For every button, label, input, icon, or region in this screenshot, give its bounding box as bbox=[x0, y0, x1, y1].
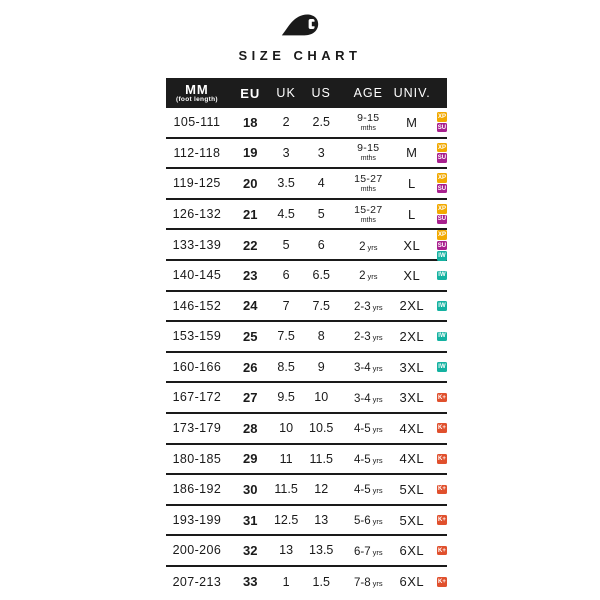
age-unit: yrs bbox=[372, 547, 383, 557]
column-header-mm-subtitle: (foot length) bbox=[176, 96, 218, 103]
age-unit: yrs bbox=[372, 302, 383, 312]
age-unit: yrs bbox=[372, 394, 383, 404]
cell-age bbox=[343, 390, 394, 406]
cell-universal-size: 6XL bbox=[399, 543, 425, 559]
cell-age bbox=[343, 512, 394, 528]
cell-universal-size: L bbox=[407, 175, 416, 191]
product-line-badge-kplus: K+ bbox=[438, 486, 446, 493]
cell-mm-range: 153-159 bbox=[172, 329, 222, 344]
table-row bbox=[166, 536, 447, 567]
age-value: 5-6 bbox=[353, 515, 371, 528]
product-line-badge-iw: IW bbox=[438, 302, 446, 309]
cell-eu-size: 20 bbox=[243, 175, 258, 191]
cell-product-line-badges bbox=[430, 454, 447, 464]
logo-container bbox=[0, 10, 600, 43]
age-value: 4-5 bbox=[353, 453, 371, 466]
cell-universal-size: XL bbox=[403, 267, 421, 283]
cell-uk-size: 9.5 bbox=[277, 390, 295, 405]
table-row bbox=[166, 292, 447, 323]
table-row bbox=[166, 414, 447, 445]
column-header-uk: UK bbox=[276, 85, 296, 100]
cell-age bbox=[343, 574, 394, 590]
table-row bbox=[166, 353, 447, 384]
cell-universal-size: L bbox=[407, 206, 416, 222]
product-line-badge-su: SU bbox=[437, 216, 447, 223]
cell-universal-size: 4XL bbox=[399, 420, 425, 436]
cell-eu-size: 29 bbox=[243, 451, 258, 467]
cell-us-size: 12 bbox=[314, 482, 329, 497]
age-unit: mths bbox=[360, 185, 376, 193]
age-value: 4-5 bbox=[353, 423, 371, 436]
cell-age bbox=[343, 451, 394, 467]
cell-product-line-badges bbox=[430, 230, 447, 261]
size-chart-table bbox=[166, 78, 447, 597]
product-line-badge-kplus: K+ bbox=[438, 425, 446, 432]
cell-us-size: 7.5 bbox=[312, 298, 330, 313]
cell-us-size: 5 bbox=[317, 206, 325, 221]
table-row bbox=[166, 445, 447, 476]
age-value: 6-7 bbox=[353, 545, 371, 558]
age-unit: yrs bbox=[372, 425, 383, 435]
cell-mm-range: 200-206 bbox=[172, 543, 222, 558]
cell-product-line-badges bbox=[430, 393, 447, 403]
cell-uk-size: 7 bbox=[282, 298, 290, 313]
table-row bbox=[166, 169, 447, 200]
cell-eu-size: 19 bbox=[243, 145, 258, 161]
age-unit: yrs bbox=[367, 272, 378, 282]
cell-age bbox=[343, 267, 394, 283]
cell-uk-size: 12.5 bbox=[273, 512, 299, 527]
product-line-badge-iw: IW bbox=[438, 272, 446, 279]
cell-universal-size: M bbox=[406, 145, 418, 161]
cell-eu-size: 22 bbox=[243, 238, 258, 254]
cell-eu-size: 24 bbox=[243, 298, 258, 314]
cell-age bbox=[343, 174, 394, 193]
cell-age bbox=[343, 328, 394, 344]
product-line-badge-su: SU bbox=[437, 242, 447, 249]
product-line-badge-kplus: K+ bbox=[438, 578, 446, 585]
cell-universal-size: M bbox=[406, 114, 418, 130]
table-row bbox=[166, 108, 447, 139]
cell-uk-size: 4.5 bbox=[277, 206, 295, 221]
cell-product-line-badges bbox=[430, 301, 447, 311]
cell-mm-range: 207-213 bbox=[172, 574, 222, 589]
age-value: 2 bbox=[359, 270, 366, 283]
cell-universal-size: 5XL bbox=[399, 512, 425, 528]
cell-us-size: 10 bbox=[314, 390, 329, 405]
age-value: 9-15 bbox=[357, 142, 380, 155]
cell-mm-range: 193-199 bbox=[172, 512, 222, 527]
cell-product-line-badges bbox=[430, 173, 447, 193]
table-row bbox=[166, 261, 447, 292]
cell-eu-size: 32 bbox=[243, 543, 258, 559]
table-row bbox=[166, 322, 447, 353]
cell-eu-size: 23 bbox=[243, 267, 258, 283]
age-unit: mths bbox=[360, 124, 376, 132]
product-line-badge-xp: XP bbox=[437, 205, 446, 212]
cell-eu-size: 27 bbox=[243, 390, 258, 406]
cell-universal-size: 2XL bbox=[399, 328, 425, 344]
cell-mm-range: 173-179 bbox=[172, 420, 222, 435]
cell-age bbox=[343, 481, 394, 497]
product-line-badge-iw: IW bbox=[438, 333, 446, 340]
cell-uk-size: 10 bbox=[279, 420, 294, 435]
cell-us-size: 13 bbox=[314, 512, 329, 527]
age-value: 4-5 bbox=[353, 484, 371, 497]
cell-mm-range: 112-118 bbox=[173, 145, 221, 160]
age-value: 7-8 bbox=[353, 576, 371, 589]
page-title: SIZE CHART bbox=[238, 48, 362, 63]
cell-universal-size: 4XL bbox=[399, 451, 425, 467]
cell-age bbox=[343, 113, 394, 132]
product-line-badge-su: SU bbox=[437, 155, 447, 162]
age-unit: yrs bbox=[372, 486, 383, 496]
cell-age bbox=[343, 205, 394, 224]
column-header-univ: UNIV. bbox=[393, 85, 431, 100]
cell-product-line-badges bbox=[430, 362, 447, 372]
cell-us-size: 1.5 bbox=[312, 574, 330, 589]
age-value: 15-27 bbox=[354, 172, 383, 185]
cell-mm-range: 133-139 bbox=[172, 238, 222, 253]
cell-eu-size: 26 bbox=[243, 359, 258, 375]
cell-age bbox=[343, 143, 394, 162]
cell-universal-size: 5XL bbox=[399, 481, 425, 497]
product-line-badge-xp: XP bbox=[437, 232, 446, 239]
product-line-badge-kplus: K+ bbox=[438, 517, 446, 524]
cell-eu-size: 28 bbox=[243, 420, 258, 436]
age-value: 15-27 bbox=[354, 203, 383, 216]
cell-us-size: 6.5 bbox=[312, 268, 330, 283]
table-row bbox=[166, 230, 447, 261]
age-unit: mths bbox=[360, 216, 376, 224]
cell-age bbox=[343, 238, 394, 254]
cell-us-size: 8 bbox=[317, 329, 325, 344]
table-row bbox=[166, 383, 447, 414]
cell-uk-size: 7.5 bbox=[277, 329, 295, 344]
cell-eu-size: 30 bbox=[243, 481, 258, 497]
age-value: 2-3 bbox=[353, 331, 371, 344]
cell-eu-size: 25 bbox=[243, 328, 258, 344]
table-row bbox=[166, 475, 447, 506]
cell-us-size: 6 bbox=[317, 238, 325, 253]
cell-eu-size: 18 bbox=[243, 114, 258, 130]
product-line-badge-su: SU bbox=[437, 124, 447, 131]
cell-universal-size: 3XL bbox=[399, 390, 425, 406]
column-header-mm: MM (foot length) bbox=[166, 83, 228, 104]
cell-uk-size: 11 bbox=[279, 451, 293, 466]
cell-product-line-badges bbox=[430, 515, 447, 525]
cell-uk-size: 3 bbox=[282, 145, 290, 160]
cell-uk-size: 8.5 bbox=[277, 359, 295, 374]
cell-mm-range: 167-172 bbox=[172, 390, 222, 405]
cell-mm-range: 160-166 bbox=[172, 359, 222, 374]
age-value: 3-4 bbox=[353, 392, 371, 405]
cell-us-size: 9 bbox=[317, 359, 325, 374]
cell-uk-size: 11.5 bbox=[274, 482, 298, 497]
cell-us-size: 13.5 bbox=[309, 543, 334, 558]
table-row bbox=[166, 506, 447, 537]
table-row bbox=[166, 567, 447, 597]
cell-product-line-badges bbox=[430, 577, 447, 587]
age-value: 9-15 bbox=[357, 111, 380, 124]
cell-mm-range: 119-125 bbox=[173, 176, 221, 191]
cell-age bbox=[343, 298, 394, 314]
product-line-badge-iw: IW bbox=[438, 253, 446, 260]
table-header-row bbox=[166, 78, 447, 108]
cell-uk-size: 6 bbox=[282, 268, 290, 283]
cell-us-size: 11.5 bbox=[309, 451, 333, 466]
product-line-badge-su: SU bbox=[437, 185, 447, 192]
cell-mm-range: 146-152 bbox=[172, 298, 222, 313]
product-line-badge-xp: XP bbox=[437, 144, 446, 151]
cell-mm-range: 105-111 bbox=[173, 115, 221, 130]
cell-universal-size: XL bbox=[403, 238, 421, 254]
cell-age bbox=[343, 359, 394, 375]
column-header-eu: EU bbox=[240, 85, 261, 101]
cell-uk-size: 2 bbox=[282, 115, 290, 130]
cell-age bbox=[343, 420, 394, 436]
product-line-badge-xp: XP bbox=[437, 175, 446, 182]
cell-eu-size: 31 bbox=[243, 512, 258, 528]
cell-product-line-badges bbox=[430, 204, 447, 224]
cell-universal-size: 3XL bbox=[399, 359, 425, 375]
cell-product-line-badges bbox=[430, 271, 447, 281]
product-line-badge-kplus: K+ bbox=[438, 455, 446, 462]
cell-eu-size: 21 bbox=[243, 206, 258, 222]
product-line-badge-xp: XP bbox=[437, 114, 446, 121]
cell-mm-range: 126-132 bbox=[172, 206, 222, 221]
cell-uk-size: 13 bbox=[279, 543, 294, 558]
cell-us-size: 10.5 bbox=[309, 420, 334, 435]
age-unit: yrs bbox=[367, 242, 378, 252]
age-unit: mths bbox=[360, 155, 376, 163]
age-unit: yrs bbox=[372, 578, 383, 588]
cell-universal-size: 2XL bbox=[399, 298, 425, 314]
cell-uk-size: 1 bbox=[282, 574, 290, 589]
age-value: 2 bbox=[359, 240, 366, 253]
age-unit: yrs bbox=[372, 455, 383, 465]
cell-us-size: 4 bbox=[317, 176, 325, 191]
cell-product-line-badges bbox=[430, 546, 447, 556]
product-line-badge-kplus: K+ bbox=[438, 547, 446, 554]
cell-product-line-badges bbox=[430, 143, 447, 163]
cell-age bbox=[343, 543, 394, 559]
cell-product-line-badges bbox=[430, 423, 447, 433]
cell-product-line-badges bbox=[430, 332, 447, 342]
column-header-age: AGE bbox=[353, 85, 383, 100]
age-unit: yrs bbox=[372, 333, 383, 343]
cell-uk-size: 5 bbox=[282, 238, 290, 253]
cell-eu-size: 33 bbox=[243, 574, 258, 590]
product-line-badge-iw: IW bbox=[438, 364, 446, 371]
brand-bird-logo-icon bbox=[280, 10, 320, 43]
column-header-us: US bbox=[311, 85, 331, 100]
age-unit: yrs bbox=[372, 364, 383, 374]
cell-universal-size: 6XL bbox=[399, 574, 425, 590]
cell-us-size: 2.5 bbox=[312, 115, 330, 130]
cell-us-size: 3 bbox=[317, 145, 325, 160]
cell-mm-range: 140-145 bbox=[172, 268, 222, 283]
cell-mm-range: 180-185 bbox=[172, 451, 222, 466]
cell-product-line-badges bbox=[430, 485, 447, 495]
table-row bbox=[166, 200, 447, 231]
product-line-badge-kplus: K+ bbox=[438, 394, 446, 401]
cell-mm-range: 186-192 bbox=[172, 482, 222, 497]
size-table-rows bbox=[166, 108, 447, 597]
age-value: 3-4 bbox=[353, 362, 371, 375]
cell-uk-size: 3.5 bbox=[277, 176, 295, 191]
age-value: 2-3 bbox=[353, 300, 371, 313]
table-row bbox=[166, 139, 447, 170]
cell-product-line-badges bbox=[430, 112, 447, 132]
age-unit: yrs bbox=[372, 517, 383, 527]
